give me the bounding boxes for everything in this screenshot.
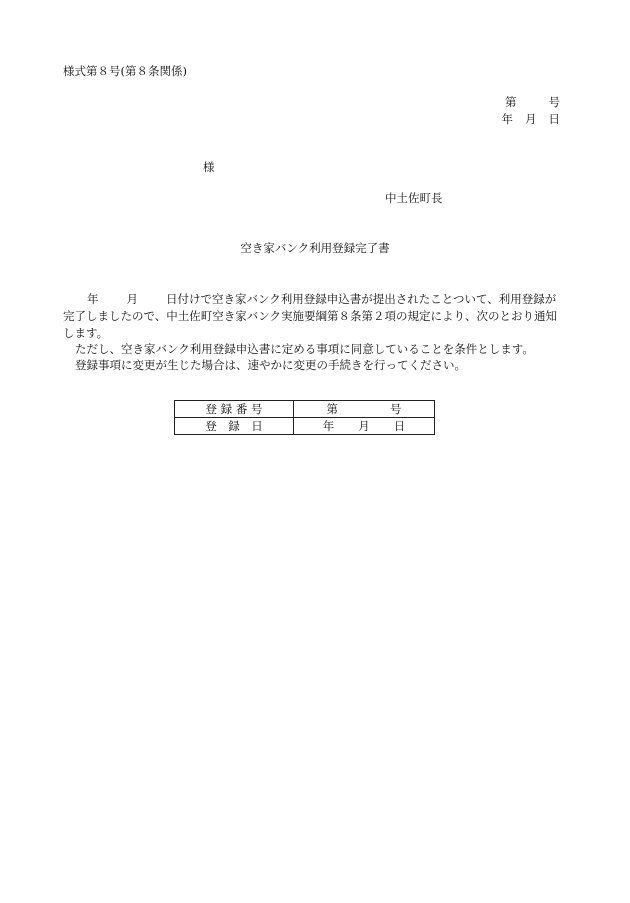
date-day: 日 [548, 112, 560, 126]
table-row [175, 401, 435, 418]
reg-no-suffix: 号 [390, 402, 402, 416]
registration-number-value [294, 401, 435, 418]
reg-date-day: 日 [393, 419, 406, 433]
document-number-line [505, 97, 560, 109]
body-paragraph-1 [63, 291, 563, 342]
body-year: 年 [87, 292, 99, 306]
body-paragraph-2 [63, 341, 563, 358]
body-month: 月 [126, 292, 138, 306]
reg-date-year: 年 [322, 419, 335, 433]
issuer-name: 中土佐町長 [385, 191, 443, 205]
registration-date-value [294, 418, 435, 435]
date-month: 月 [525, 112, 537, 126]
body-para3-text: 登録事項に変更が生じた場合は、速やかに変更の手続きを行ってください。 [75, 358, 466, 372]
issue-date-line [502, 114, 561, 126]
body-paragraph-3 [63, 357, 563, 374]
addressee-suffix: 様 [203, 160, 215, 174]
date-year: 年 [501, 112, 513, 126]
registration-number-label: 登 録 番 号 [175, 401, 294, 418]
table-row [175, 418, 435, 435]
reg-date-month: 月 [358, 419, 370, 433]
registration-date-label: 登 録 日 [175, 418, 294, 435]
reg-no-prefix: 第 [326, 402, 338, 416]
registration-table [174, 400, 435, 435]
document-title: 空き家バンク利用登録完了書 [240, 241, 390, 255]
form-number-label: 様式第８号(第８条関係) [63, 64, 187, 78]
doc-no-prefix: 第 [505, 95, 517, 109]
body-para2-text: ただし、空き家バンク利用登録申込書に定める事項に同意していることを条件とします。 [75, 342, 534, 356]
body-line1-rest: 日付けで空き家バンク利用登録申込書が提出されたことついて、利用登録が完了しましたので、中土佐町空き家バンク実施要綱第８条第２項の規定により、次のとおり通知します。 [63, 292, 558, 340]
doc-no-suffix: 号 [548, 95, 560, 109]
